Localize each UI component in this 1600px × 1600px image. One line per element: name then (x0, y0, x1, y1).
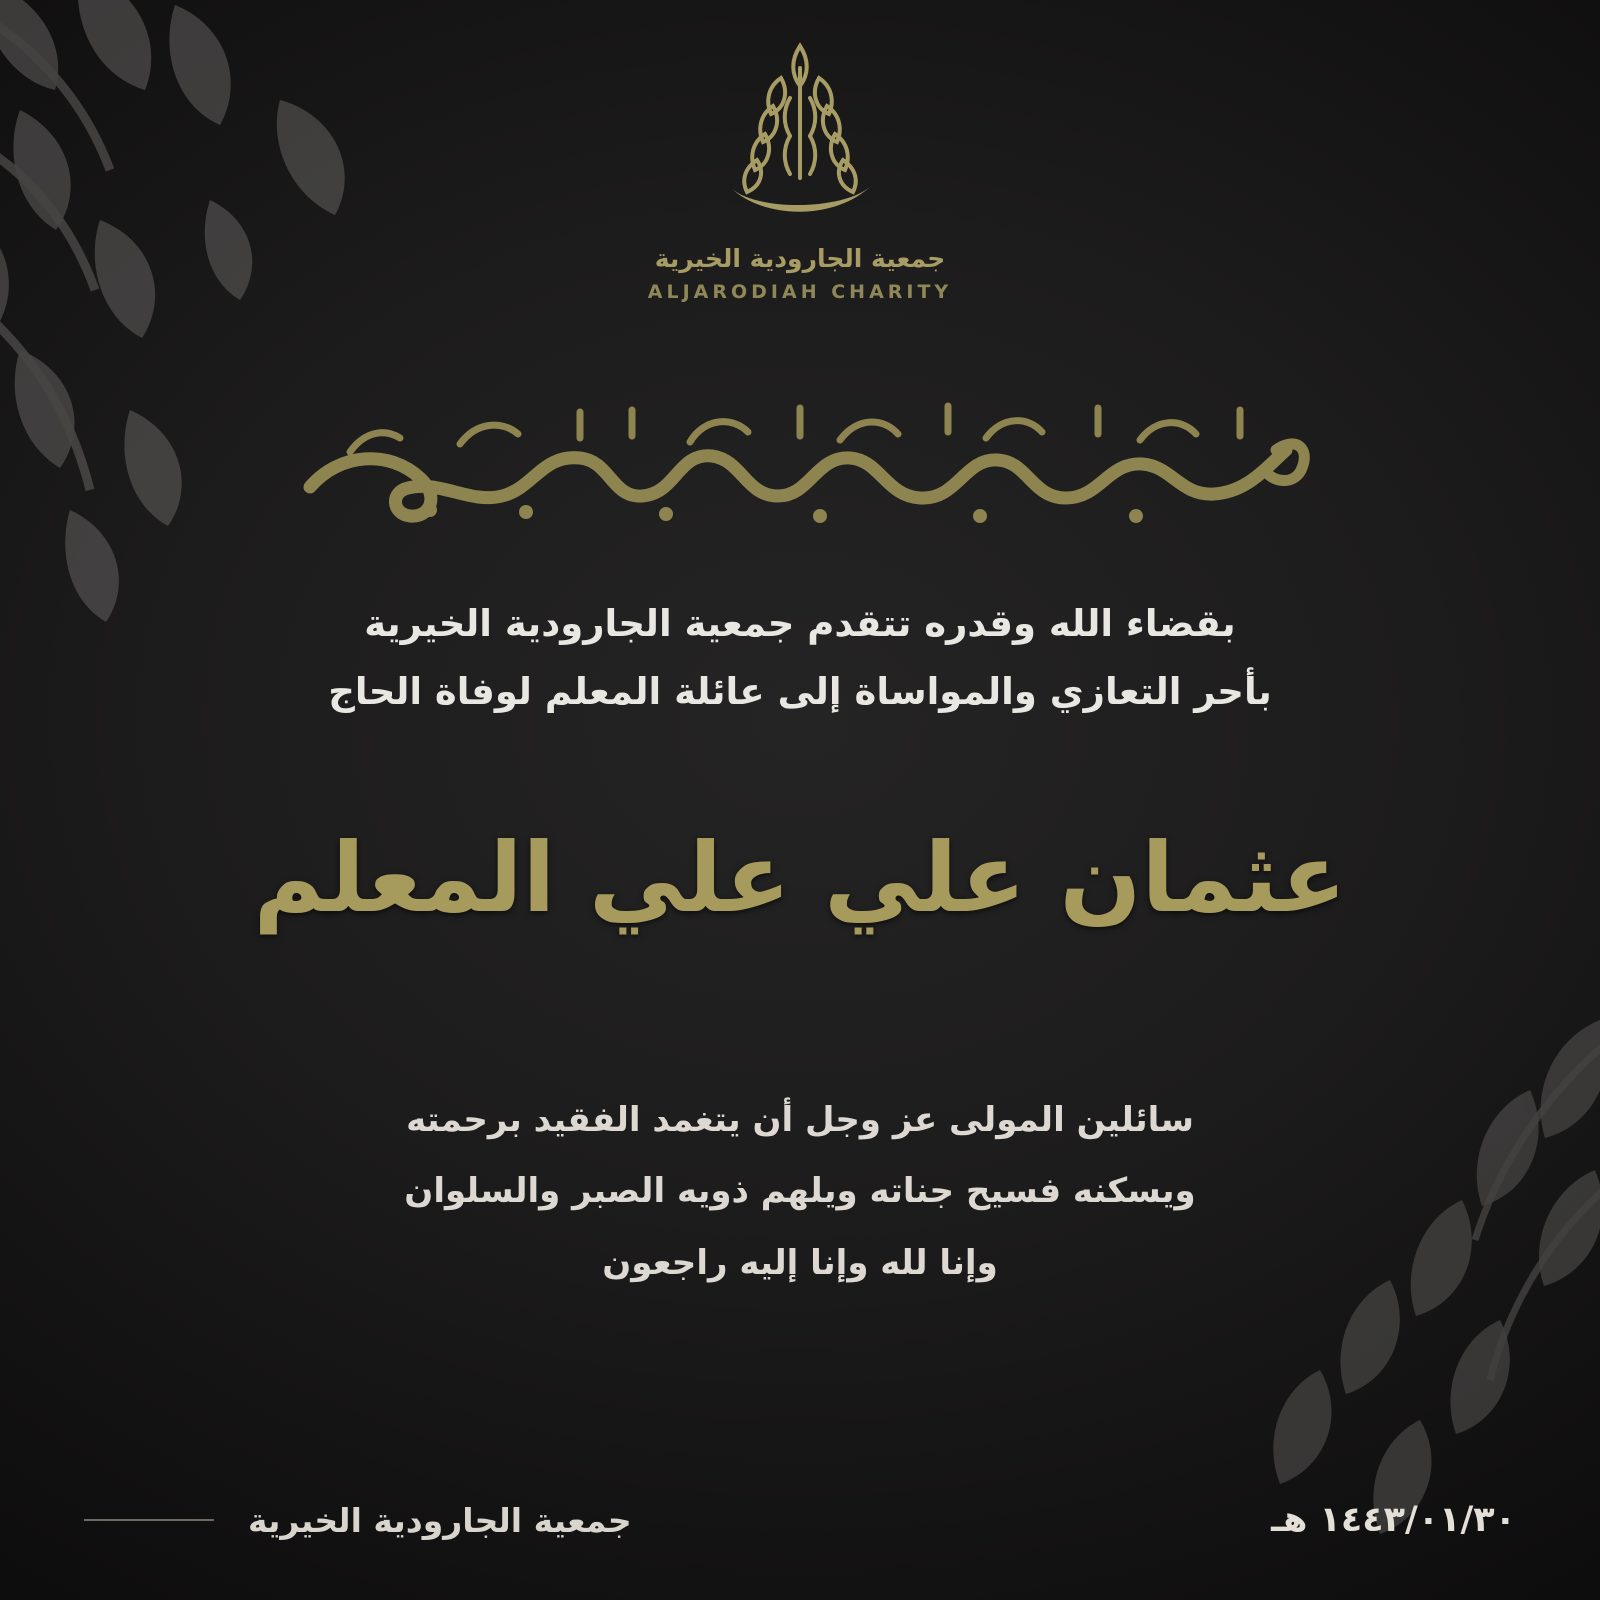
deceased-name: عثمان علي علي المعلم (253, 822, 1347, 934)
hijri-date: ١٤٤٣/٠١/٣٠ هـ (1271, 1500, 1516, 1540)
footer-org-block (84, 1501, 632, 1540)
org-name-arabic: جمعية الجارودية الخيرية (654, 244, 946, 273)
wheat-sheaf-logo-icon (695, 28, 905, 238)
intro-line-1: بقضاء الله وقدره تتقدم جمعية الجارودية الخيرية (364, 602, 1236, 645)
prayer-line-2: ويسكنه فسيح جناته ويلهم ذويه الصبر والسلوان (404, 1171, 1196, 1212)
prayer-line-1: سائلين المولى عز وجل أن يتغمد الفقيد برحمته (406, 1100, 1194, 1140)
prayer-line-3: وإنا لله وإنا إليه راجعون (602, 1242, 998, 1283)
footer-divider (84, 1519, 214, 1521)
footer-org-name: جمعية الجارودية الخيرية (248, 1500, 632, 1540)
condolence-intro (0, 590, 1600, 727)
poster-footer (0, 1500, 1600, 1540)
quran-calligraphy-icon (280, 392, 1320, 542)
quran-ayah (0, 392, 1600, 542)
intro-line-2: بأحر التعازي والمواساة إلى عائلة المعلم لوفاة الحاج (328, 670, 1272, 714)
org-logo (0, 28, 1600, 303)
prayer-text (0, 1085, 1600, 1299)
org-name-english: ALJARODIAH CHARITY (647, 281, 953, 303)
